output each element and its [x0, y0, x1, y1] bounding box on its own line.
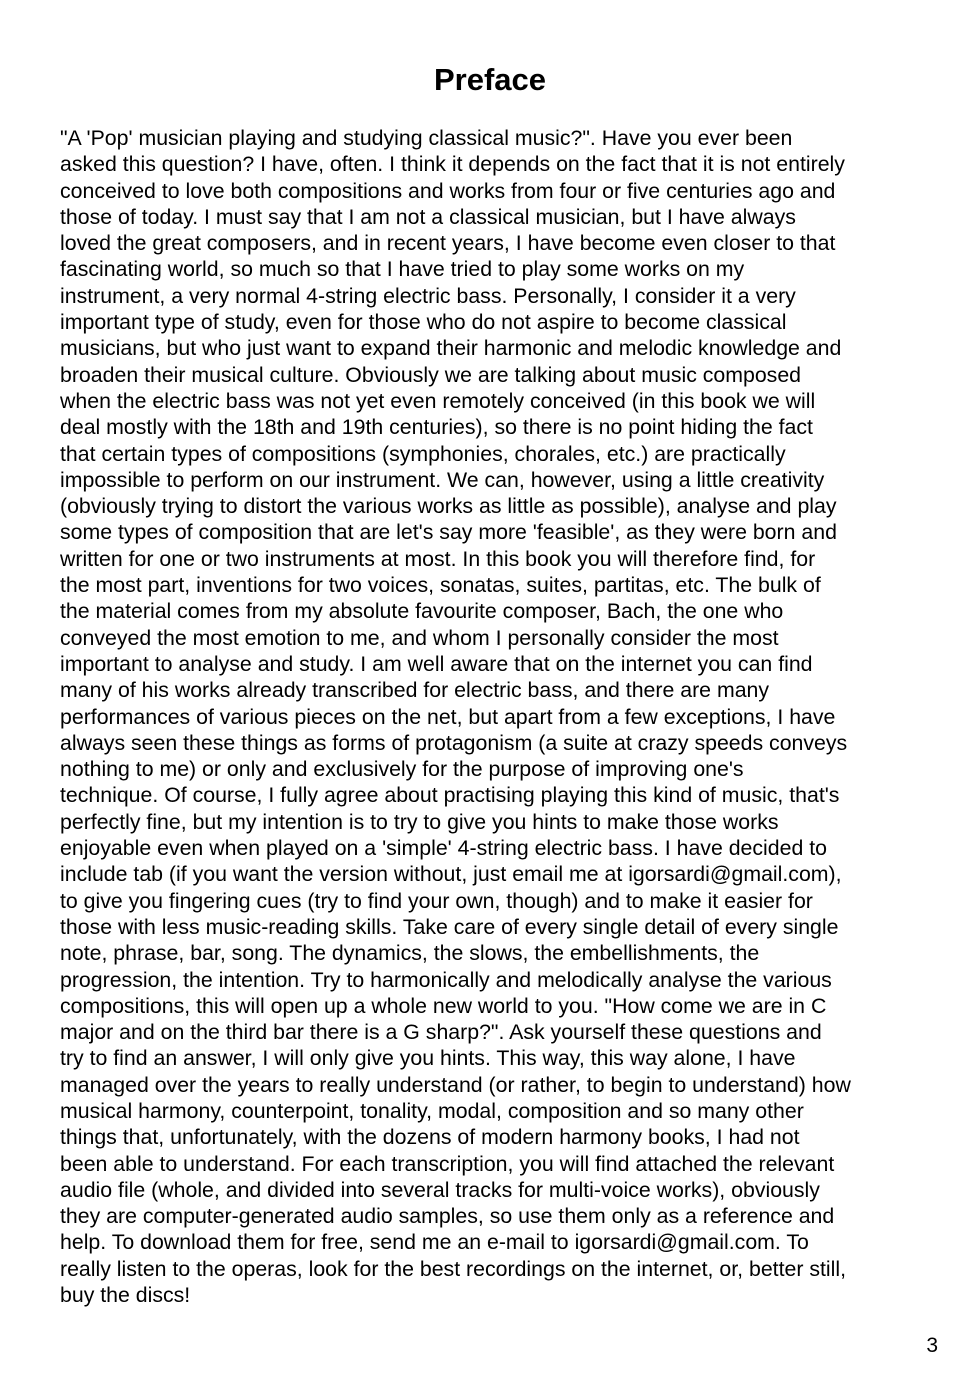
text-line: managed over the years to really understand (or rather, to begin to understand) how — [60, 1072, 851, 1097]
text-line: those of today. I must say that I am not a classical musician, but I have always — [60, 204, 796, 229]
text-line: progression, the intention. Try to harmonically and melodically analyse the various — [60, 967, 832, 992]
text-line: written for one or two instruments at most. In this book you will therefore find, for — [60, 546, 816, 571]
text-line: include tab (if you want the version without, just email me at igorsardi@gmail.com), — [60, 862, 842, 887]
text-line: nothing to me) or only and exclusively for the purpose of improving one's — [60, 757, 744, 782]
text-line: deal mostly with the 18th and 19th centuries), so there is no point hiding the fact — [60, 415, 813, 440]
text-line: when the electric bass was not yet even remotely conceived (in this book we will — [60, 388, 816, 413]
text-line: broaden their musical culture. Obviously we are talking about music composed — [60, 362, 802, 387]
text-line: that certain types of compositions (symphonies, chorales, etc.) are practically — [60, 441, 786, 466]
text-line: try to find an answer, I will only give you hints. This way, this way alone, I have — [60, 1046, 796, 1071]
text-line: performances of various pieces on the net, but apart from a few exceptions, I have — [60, 704, 836, 729]
text-line: important type of study, even for those who do not aspire to become classical — [60, 310, 787, 335]
text-line: the most part, inventions for two voices, sonatas, suites, partitas, etc. The bulk of — [60, 573, 821, 598]
text-line: note, phrase, bar, song. The dynamics, the slows, the embellishments, the — [60, 941, 760, 966]
text-line: really listen to the operas, look for the best recordings on the internet, or, better still, — [60, 1256, 847, 1281]
text-line: those with less music-reading skills. Take care of every single detail of every single — [60, 914, 839, 939]
text-line: impossible to perform on our instrument. We can, however, using a little creativity — [60, 467, 825, 492]
page-title: Preface — [433, 62, 547, 97]
text-line: asked this question? I have, often. I think it depends on the fact that it is not entirely — [60, 152, 845, 177]
text-line: buy the discs! — [60, 1283, 191, 1308]
preface-body — [60, 125, 930, 1308]
text-line: fascinating world, so much so that I have tried to play some works on my — [60, 257, 745, 282]
text-line: musical harmony, counterpoint, tonality, modal, composition and so many other — [60, 1098, 804, 1123]
text-line: they are computer-generated audio samples, so use them only as a reference and — [60, 1204, 835, 1229]
text-line: instrument, a very normal 4-string electric bass. Personally, I consider it a very — [60, 283, 796, 308]
text-line: (obviously trying to distort the various works as little as possible), analyse and play — [60, 494, 837, 519]
text-line: conveyed the most emotion to me, and whom I personally consider the most — [60, 625, 779, 650]
text-line: the material comes from my absolute favourite composer, Bach, the one who — [60, 599, 784, 624]
page-number: 3 — [926, 1334, 938, 1357]
text-line: musicians, but who just want to expand their harmonic and melodic knowledge and — [60, 336, 842, 361]
text-line: always seen these things as forms of protagonism (a suite at crazy speeds conveys — [60, 730, 848, 755]
text-line: important to analyse and study. I am well aware that on the internet you can find — [60, 651, 813, 676]
text-line: been able to understand. For each transcription, you will find attached the relevant — [60, 1151, 835, 1176]
text-line: "A 'Pop' musician playing and studying classical music?". Have you ever been — [60, 126, 793, 150]
text-line: many of his works already transcribed for electric bass, and there are many — [60, 678, 770, 703]
text-line: compositions, this will open up a whole new world to you. "How come we are in C — [60, 993, 827, 1018]
text-line: things that, unfortunately, with the dozens of modern harmony books, I had not — [60, 1125, 800, 1150]
text-line: enjoyable even when played on a 'simple' 4-string electric bass. I have decided to — [60, 836, 827, 861]
text-line: to give you fingering cues (try to find your own, though) and to make it easier for — [60, 888, 813, 913]
text-line: audio file (whole, and divided into several tracks for multi-voice works), obviously — [60, 1177, 820, 1202]
text-line: technique. Of course, I fully agree about practising playing this kind of music, that's — [60, 783, 840, 808]
text-line: perfectly fine, but my intention is to try to give you hints to make those works — [60, 809, 779, 834]
text-line: some types of composition that are let's say more 'feasible', as they were born and — [60, 520, 837, 545]
text-line: conceived to love both compositions and works from four or five centuries ago and — [60, 178, 836, 203]
text-line: loved the great composers, and in recent years, I have become even closer to that — [60, 231, 836, 256]
text-line: major and on the third bar there is a G sharp?". Ask yourself these questions and — [60, 1020, 822, 1045]
text-line: help. To download them for free, send me an e-mail to igorsardi@gmail.com. To — [60, 1230, 809, 1255]
